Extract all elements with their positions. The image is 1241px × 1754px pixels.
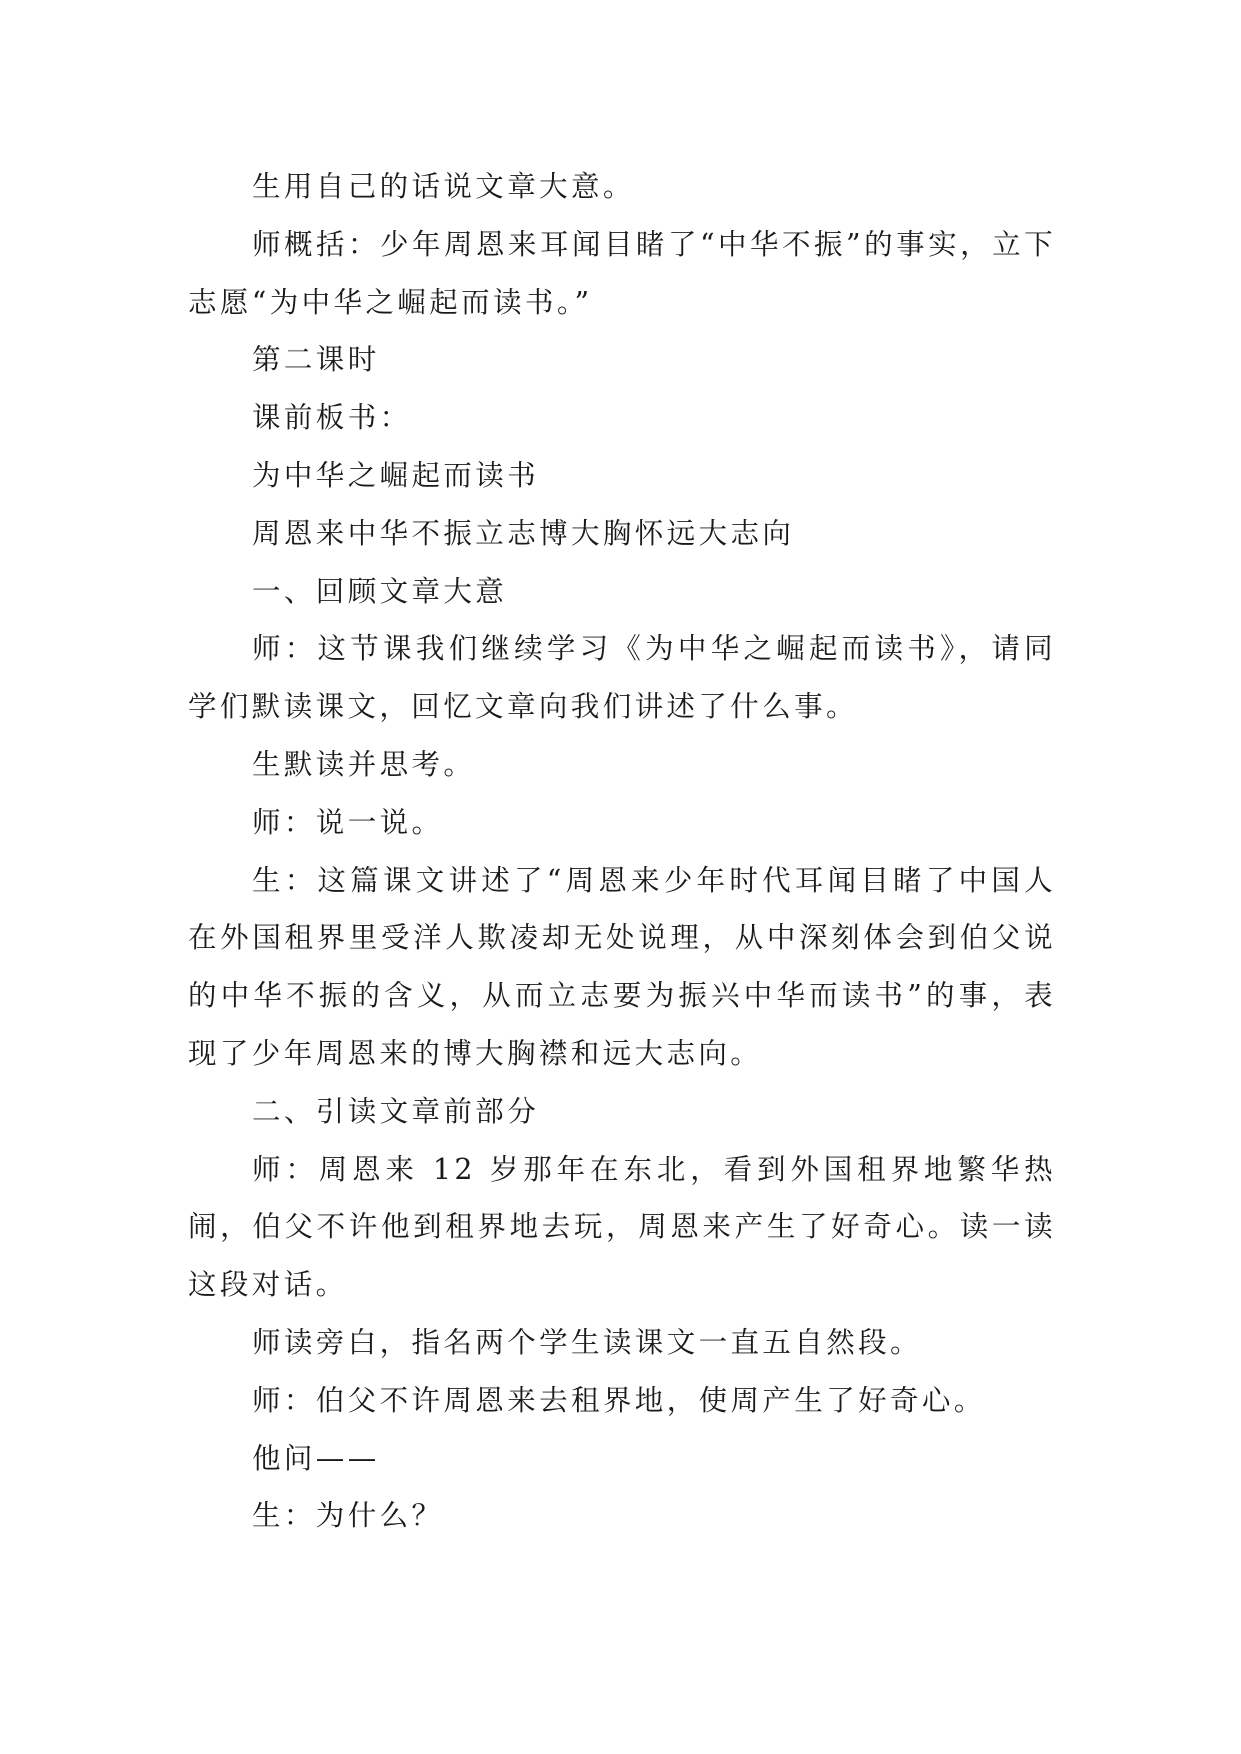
paragraph: 师：伯父不许周恩来去租界地，使周产生了好奇心。: [252, 1383, 986, 1417]
paragraph: 师：周恩来 12 岁那年在东北，看到外国租界地繁华热闹，伯父不许他到租界地去玩，周恩来产生了好奇心。读一读这段对话。: [188, 1152, 1056, 1302]
paragraph: 生默读并思考。: [252, 747, 476, 781]
paragraph: 周恩来中华不振立志博大胸怀远大志向: [252, 516, 795, 550]
paragraph: 师：这节课我们继续学习《为中华之崛起而读书》，请同学们默读课文，回忆文章向我们讲述了什么事。: [188, 632, 1056, 724]
paragraph: 第二课时: [252, 343, 380, 377]
paragraph: 课前板书：: [252, 401, 412, 435]
document-body: [188, 158, 1056, 1545]
paragraph: 生：为什么？: [252, 1499, 444, 1533]
paragraph: 为中华之崛起而读书: [252, 458, 540, 492]
paragraph: 师读旁白，指名两个学生读课文一直五自然段。: [252, 1325, 922, 1359]
paragraph: 师：说一说。: [252, 805, 444, 839]
paragraph: 生：这篇课文讲述了“周恩来少年时代耳闻目睹了中国人在外国租界里受洋人欺凌却无处说理，从中深刻体会到伯父说的中华不振的含义，从而立志要为振兴中华而读书”的事，表现了少年周恩来的博大胸襟和远大志向。: [188, 863, 1056, 1070]
paragraph: 师概括：少年周恩来耳闻目睹了“中华不振”的事实，立下志愿“为中华之崛起而读书。”: [188, 227, 1056, 319]
paragraph: 生用自己的话说文章大意。: [252, 170, 635, 203]
section-heading: 二、引读文章前部分: [252, 1094, 540, 1128]
section-heading: 一、回顾文章大意: [252, 574, 508, 608]
paragraph: 他问——: [252, 1441, 380, 1475]
